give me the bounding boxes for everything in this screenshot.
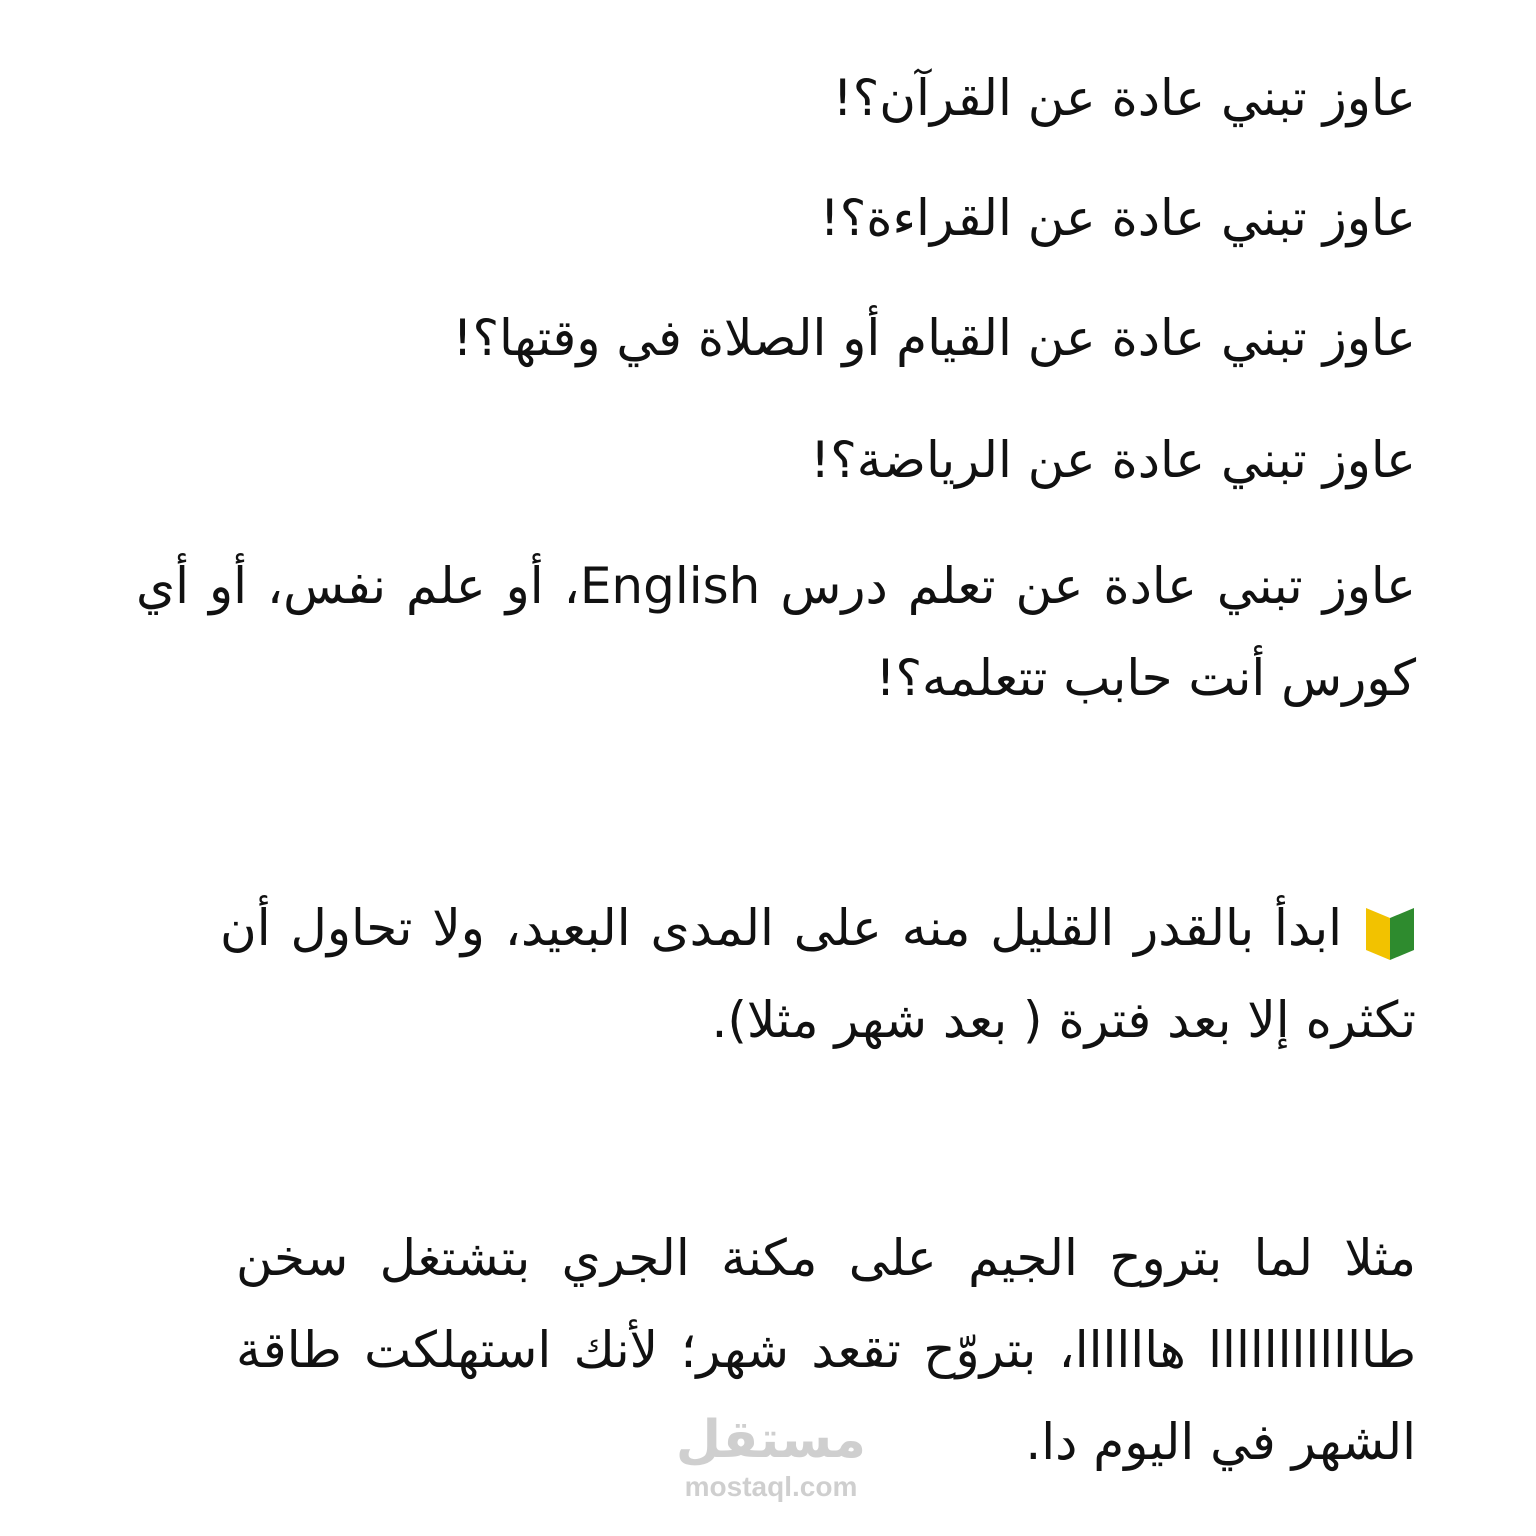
watermark-arabic: مستقل	[675, 1410, 866, 1470]
example-paragraph: مثلا لما بتروح الجيم على مكنة الجري بتشتغل سخن طاااااااااااا هاااااا، بتروّح تقعد شهر؛ لأنك استهلكت طاقة الشهر في اليوم دا.	[236, 1229, 1416, 1471]
habit-line-reading: عاوز تبني عادة عن القراءة؟!	[819, 189, 1416, 247]
tip-text: ابدأ بالقدر القليل منه على المدى البعيد، ولا تحاول أن تكثره إلا بعد فترة ( بعد شهر مثلا).	[220, 899, 1416, 1049]
beginner-shield-icon	[1364, 899, 1416, 957]
course-paragraph: عاوز تبني عادة عن تعلم درس English، أو علم نفس، أو أي كورس أنت حابب تتعلمه؟!	[136, 557, 1416, 707]
habit-line-sport: عاوز تبني عادة عن الرياضة؟!	[810, 431, 1416, 489]
habit-line-quran: عاوز تبني عادة عن القرآن؟!	[832, 69, 1416, 127]
watermark-latin: mostaql.com	[684, 1471, 858, 1502]
habit-line-prayer: عاوز تبني عادة عن القيام أو الصلاة في وقتها؟!	[452, 309, 1416, 367]
mostaql-watermark	[676, 1408, 866, 1502]
tip-paragraph	[220, 882, 1416, 1066]
